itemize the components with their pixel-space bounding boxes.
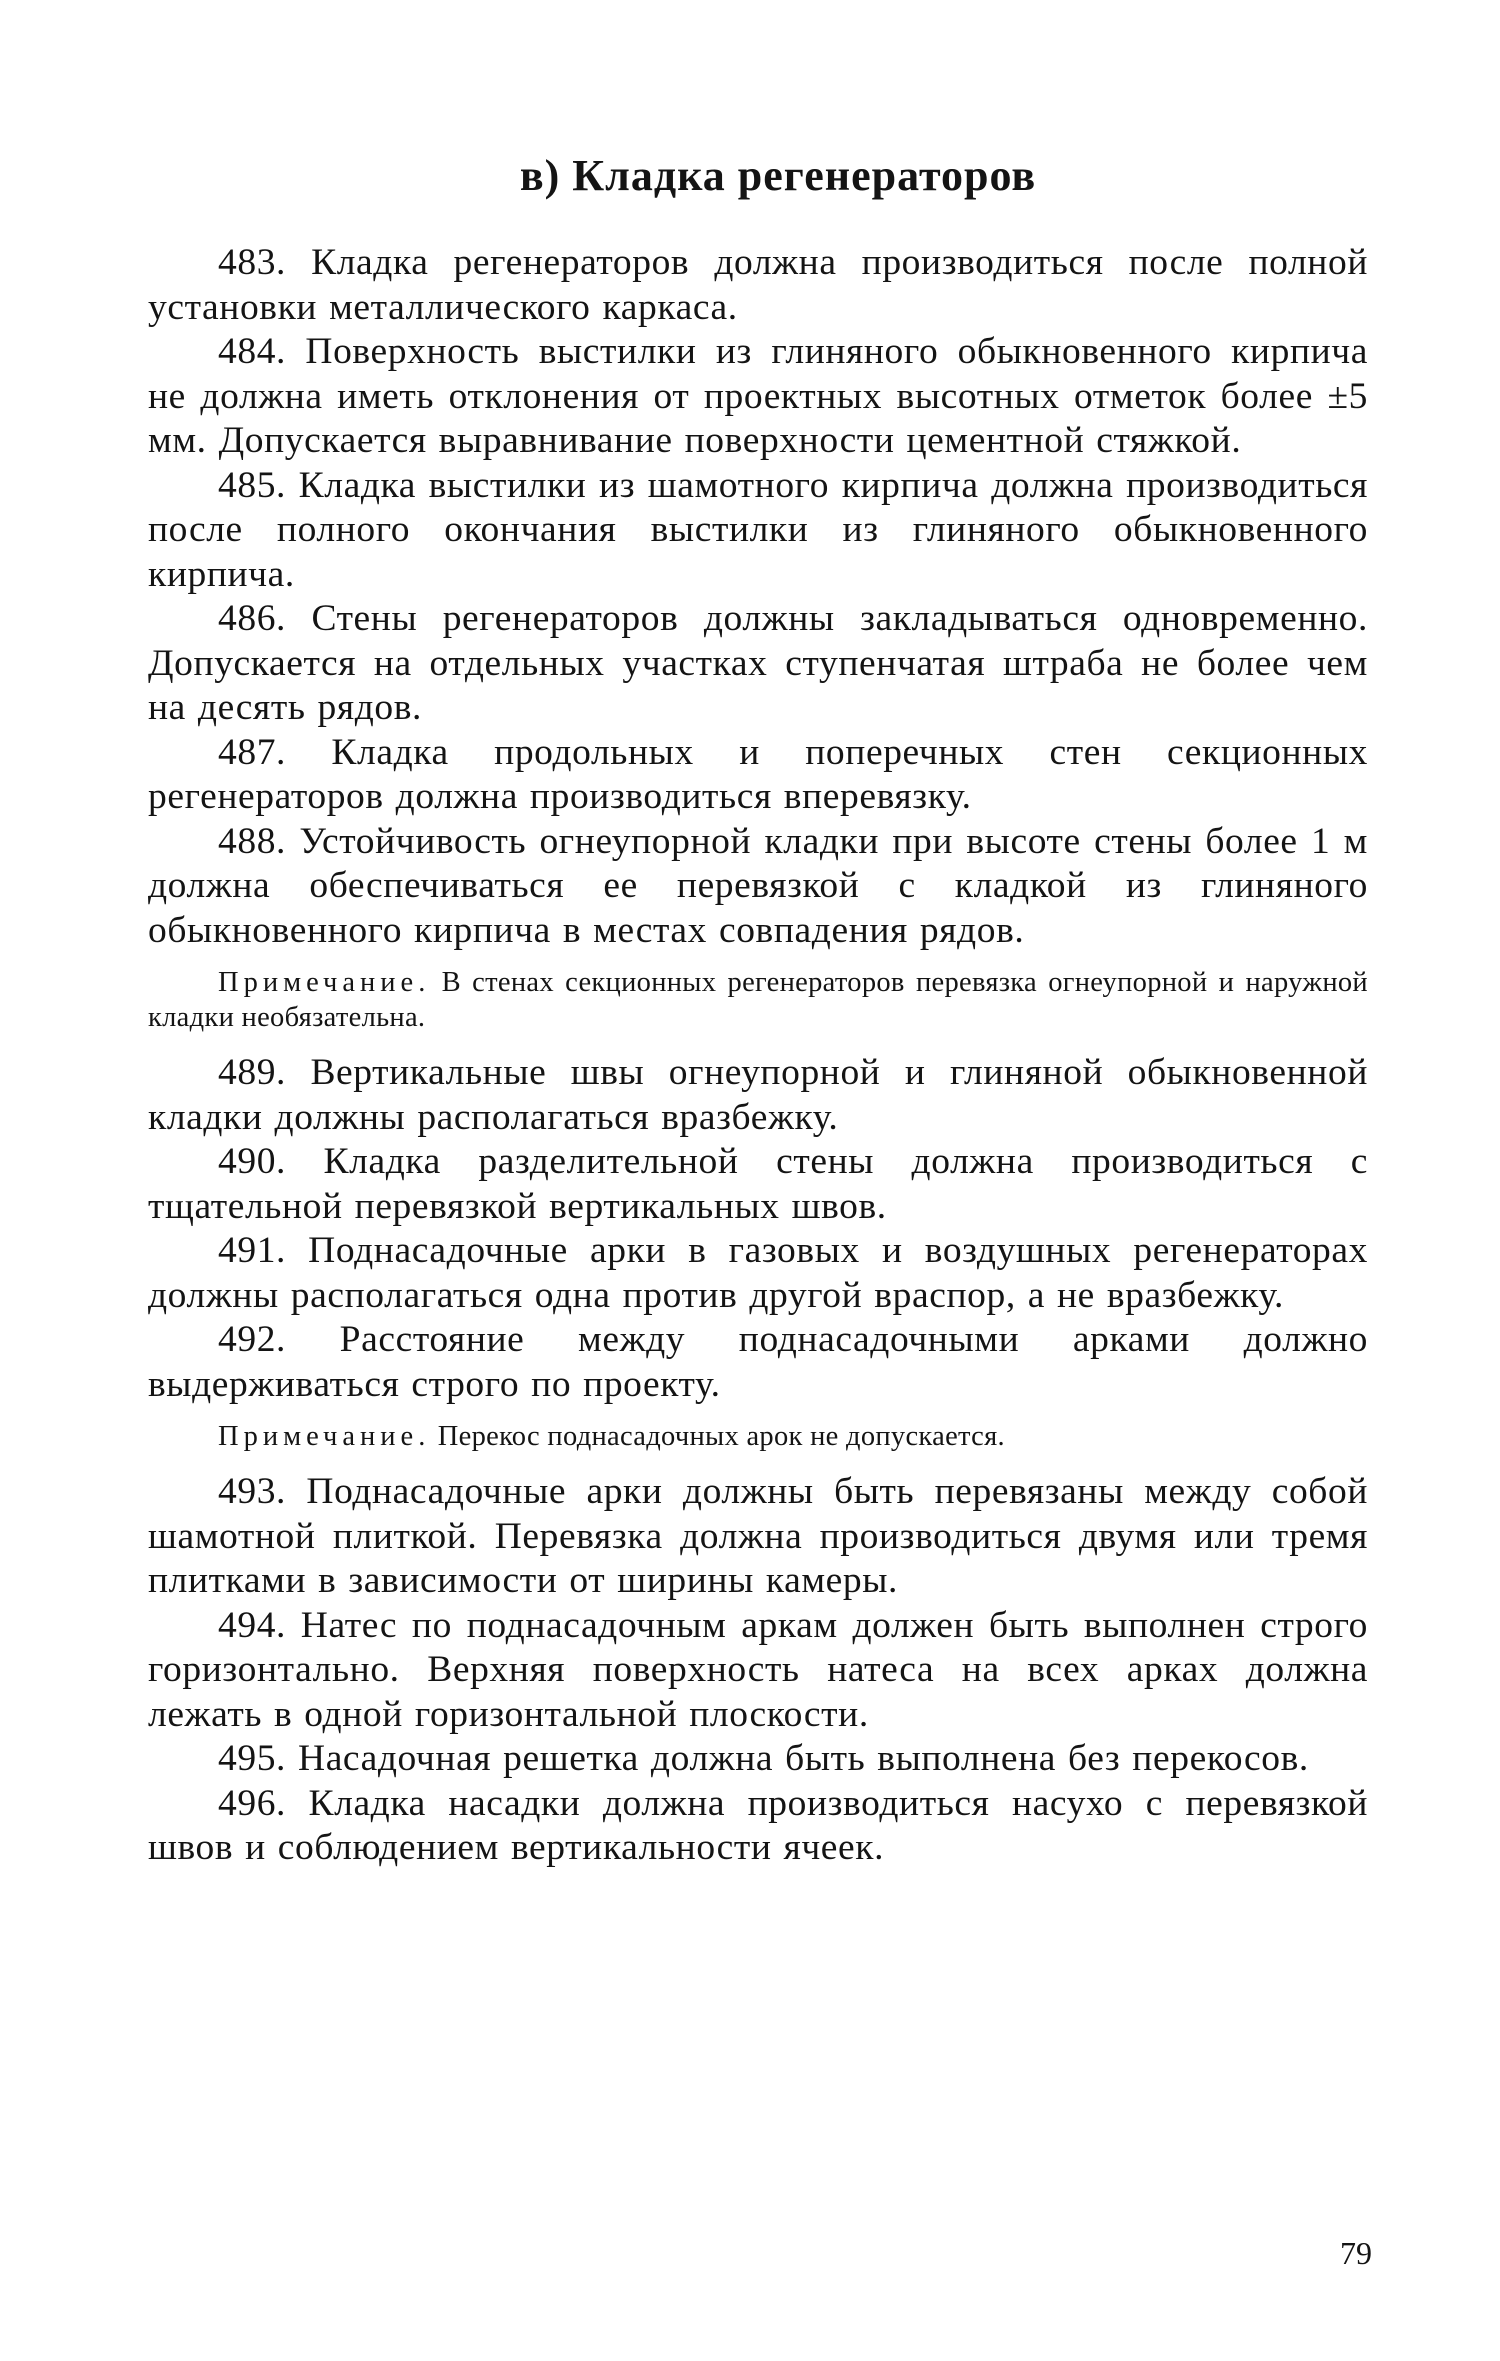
paragraph-488	[148, 820, 1368, 954]
item-text: Натес по поднасадочным аркам должен быть выполнен строго горизонтально. Верхняя поверхность натеса на всех арках должна лежать в одной горизонтальной плоскости.	[148, 1604, 1368, 1735]
item-number: 485.	[218, 464, 287, 506]
paragraph-491	[148, 1229, 1368, 1318]
paragraph-489	[148, 1051, 1368, 1140]
item-number: 487.	[218, 731, 287, 773]
paragraph-490	[148, 1140, 1368, 1229]
item-number: 492.	[218, 1319, 287, 1360]
note-text: Перекос поднасадочных арок не допускается.	[430, 1421, 1005, 1452]
item-number: 496.	[218, 1782, 287, 1824]
item-text: Вертикальные швы огнеупорной и глиняной обыкновенной кладки должны располагаться вразбежку.	[148, 1052, 1368, 1138]
item-text: Поверхность выстилки из глиняного обыкновенного кирпича не должна иметь отклонения от проектных высотных отметок более ±5 мм. Допускается выравнивание поверхности цементной стяжкой.	[148, 331, 1368, 461]
item-number: 483.	[218, 242, 287, 283]
paragraph-485	[148, 464, 1368, 598]
item-number: 490.	[218, 1141, 287, 1182]
paragraph-493	[148, 1470, 1368, 1604]
note-label: Примечание.	[218, 967, 431, 998]
item-text: Кладка регенераторов должна производиться после полной установки металлического каркаса.	[148, 242, 1368, 328]
item-text: Стены регенераторов должны закладываться одновременно. Допускается на отдельных участках ступенчатая штраба не более чем на десять рядов.	[148, 598, 1368, 728]
paragraph-487	[148, 731, 1368, 820]
paragraph-495	[148, 1737, 1368, 1782]
page-body	[148, 150, 1368, 1871]
item-number: 488.	[218, 820, 287, 862]
section-title: в) Кладка регенераторов	[519, 151, 1037, 200]
paragraph-483	[148, 241, 1368, 330]
item-text: Поднасадочные арки в газовых и воздушных регенераторах должны располагаться одна против другой враспор, а не вразбежку.	[148, 1230, 1368, 1316]
item-text: Поднасадочные арки должны быть перевязаны между собой шамотной плиткой. Перевязка должна производиться двумя или тремя плитками в зависимости от ширины камеры.	[148, 1471, 1368, 1601]
item-number: 491.	[218, 1230, 287, 1271]
paragraph-486	[148, 597, 1368, 731]
item-number: 494.	[218, 1604, 287, 1646]
item-text: Насадочная решетка должна быть выполнена без перекосов.	[286, 1738, 1309, 1779]
note-text: В стенах секционных регенераторов перевязка огнеупорной и наружной кладки необязательна.	[148, 967, 1368, 1033]
note-label: Примечание.	[218, 1421, 431, 1452]
item-text: Расстояние между поднасадочными арками должно выдерживаться строго по проекту.	[148, 1319, 1368, 1405]
paragraph-494	[148, 1604, 1368, 1738]
item-number: 489.	[218, 1052, 287, 1093]
item-text: Кладка выстилки из шамотного кирпича должна производиться после полного окончания выстилки из глиняного обыкновенного кирпича.	[148, 464, 1368, 595]
item-number: 493.	[218, 1471, 287, 1512]
paragraph-492	[148, 1318, 1368, 1407]
item-text: Кладка насадки должна производиться насухо с перевязкой швов и соблюдением вертикальности ячеек.	[148, 1782, 1368, 1868]
item-number: 484.	[218, 331, 287, 372]
item-text: Устойчивость огнеупорной кладки при высоте стены более 1 м должна обеспечиваться ее перевязкой с кладкой из глиняного обыкновенного кирпича в местах совпадения рядов.	[148, 820, 1368, 951]
page-number: 79	[1340, 2235, 1372, 2271]
item-number: 486.	[218, 598, 287, 639]
paragraph-484	[148, 330, 1368, 464]
note-492	[148, 1419, 1368, 1454]
item-number: 495.	[218, 1738, 287, 1779]
paragraph-496	[148, 1782, 1368, 1871]
item-text: Кладка продольных и поперечных стен секционных регенераторов должна производиться вперевязку.	[148, 731, 1368, 817]
note-488	[148, 965, 1368, 1035]
item-text: Кладка разделительной стены должна производиться с тщательной перевязкой вертикальных швов.	[148, 1141, 1368, 1227]
